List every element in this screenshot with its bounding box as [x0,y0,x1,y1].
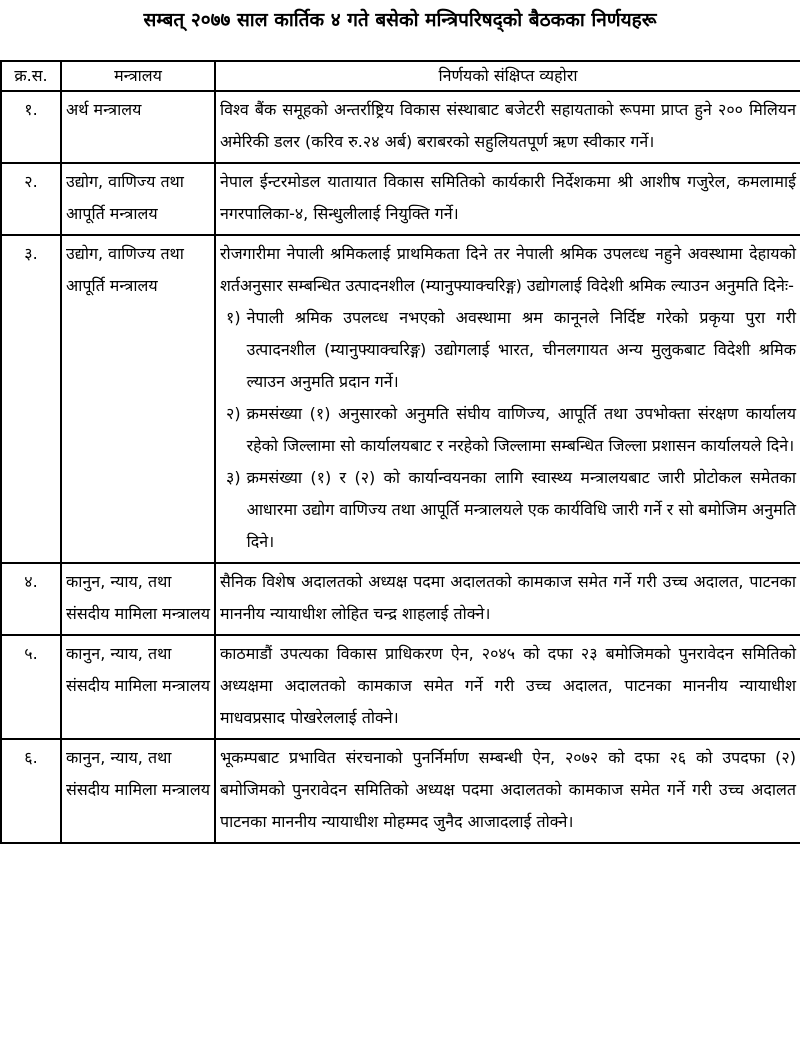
row-summary: काठमाडौं उपत्यका विकास प्राधिकरण ऐन, २०४५ को दफा २३ बमोजिमको पुनरावेदन समितिको अध्यक्षमा अदालतको कामकाज समेत गर्ने गरी उच्च अदालत, पाटनका माननीय न्यायाधीश माधवप्रसाद पोखरेललाई तोक्ने। [215,635,800,739]
list-item [220,398,796,462]
row-summary-intro: रोजगारीमा नेपाली श्रमिकलाई प्राथमिकता दिने तर नेपाली श्रमिक उपलव्ध नहुने अवस्थामा देहायको शर्तअनुसार सम्बन्धित उत्पादनशील (म्यानुफ्याक्चरिङ्ग) उद्योगलाई विदेशी श्रमिक ल्याउन अनुमति दिनेः- [220,244,796,295]
header-summary: निर्णयको संक्षिप्त व्यहोरा [215,61,800,91]
table-row [1,235,800,563]
list-item-text: क्रमसंख्या (१) र (२) को कार्यान्वयनका लागि स्वास्थ्य मन्त्रालयबाट जारी प्रोटोकल समेतका आधारमा उद्योग वाणिज्य तथा आपूर्ति मन्त्रालयले एक कार्यविधि जारी गर्ने र सो बमोजिम अनुमति दिने। [246,468,796,551]
table-header-row [1,61,800,91]
decisions-table [0,60,800,844]
row-ministry: उद्योग, वाणिज्य तथा आपूर्ति मन्त्रालय [61,163,215,235]
row-serial: १. [1,91,61,163]
list-item [220,302,796,398]
list-item-number: १) [226,308,241,327]
header-ministry: मन्त्रालय [61,61,215,91]
row-summary-with-list [215,235,800,563]
list-item-number: २) [226,404,241,423]
row-ministry: कानुन, न्याय, तथा संसदीय मामिला मन्त्रालय [61,635,215,739]
list-item-text: क्रमसंख्या (१) अनुसारको अनुमति संघीय वाणिज्य, आपूर्ति तथा उपभोक्ता संरक्षण कार्यालय रहेको जिल्लामा सो कार्यालयबाट र नरहेको जिल्लामा सम्बन्धित जिल्ला प्रशासन कार्यालयले दिने। [246,404,796,455]
list-item-text: नेपाली श्रमिक उपलव्ध नभएको अवस्थामा श्रम कानूनले निर्दिष्ट गरेको प्रकृया पुरा गरी उत्पादनशील (म्यानुफ्याक्चरिङ्ग) उद्योगलाई भारत, चीनलगायत अन्य मुलुकबाट विदेशी श्रमिक ल्याउन अनुमति प्रदान गर्ने। [246,308,796,391]
page-title: सम्बत् २०७७ साल कार्तिक ४ गते बसेको मन्त्रिपरिषद्को बैठकका निर्णयहरू [143,9,657,31]
list-item [220,462,796,558]
row-serial: २. [1,163,61,235]
table-row [1,163,800,235]
row-ministry: उद्योग, वाणिज्य तथा आपूर्ति मन्त्रालय [61,235,215,563]
row-ministry: कानुन, न्याय, तथा संसदीय मामिला मन्त्रालय [61,739,215,843]
table-row [1,635,800,739]
row-summary: नेपाल ईन्टरमोडल यातायात विकास समितिको कार्यकारी निर्देशकमा श्री आशीष गजुरेल, कमलामाई नगरपालिका-४, सिन्धुलीलाई नियुक्ति गर्ने। [215,163,800,235]
table-row [1,91,800,163]
row-serial: ६. [1,739,61,843]
list-item-number: ३) [226,468,241,487]
row-ministry: कानुन, न्याय, तथा संसदीय मामिला मन्त्रालय [61,563,215,635]
table-row [1,563,800,635]
table-row [1,739,800,843]
row-serial: ३. [1,235,61,563]
row-ministry: अर्थ मन्त्रालय [61,91,215,163]
row-serial: ५. [1,635,61,739]
header-serial: क्र.स. [1,61,61,91]
row-serial: ४. [1,563,61,635]
row-summary: सैनिक विशेष अदालतको अध्यक्ष पदमा अदालतको कामकाज समेत गर्ने गरी उच्च अदालत, पाटनका माननीय न्यायाधीश लोहित चन्द्र शाहलाई तोक्ने। [215,563,800,635]
row-summary: विश्व बैंक समूहको अन्तर्राष्ट्रिय विकास संस्थाबाट बजेटरी सहायताको रूपमा प्राप्त हुने २०० मिलियन अमेरिकी डलर (करिव रु.२४ अर्ब) बराबरको सहुलियतपूर्ण ऋण स्वीकार गर्ने। [215,91,800,163]
row-summary: भूकम्पबाट प्रभावित संरचनाको पुनर्निर्माण सम्बन्धी ऐन, २०७२ को दफा २६ को उपदफा (२) बमोजिमको पुनरावेदन समितिको अध्यक्ष पदमा अदालतको कामकाज समेत गर्ने गरी उच्च अदालत पाटनका माननीय न्यायाधीश मोहम्मद जुनैद आजादलाई तोक्ने। [215,739,800,843]
